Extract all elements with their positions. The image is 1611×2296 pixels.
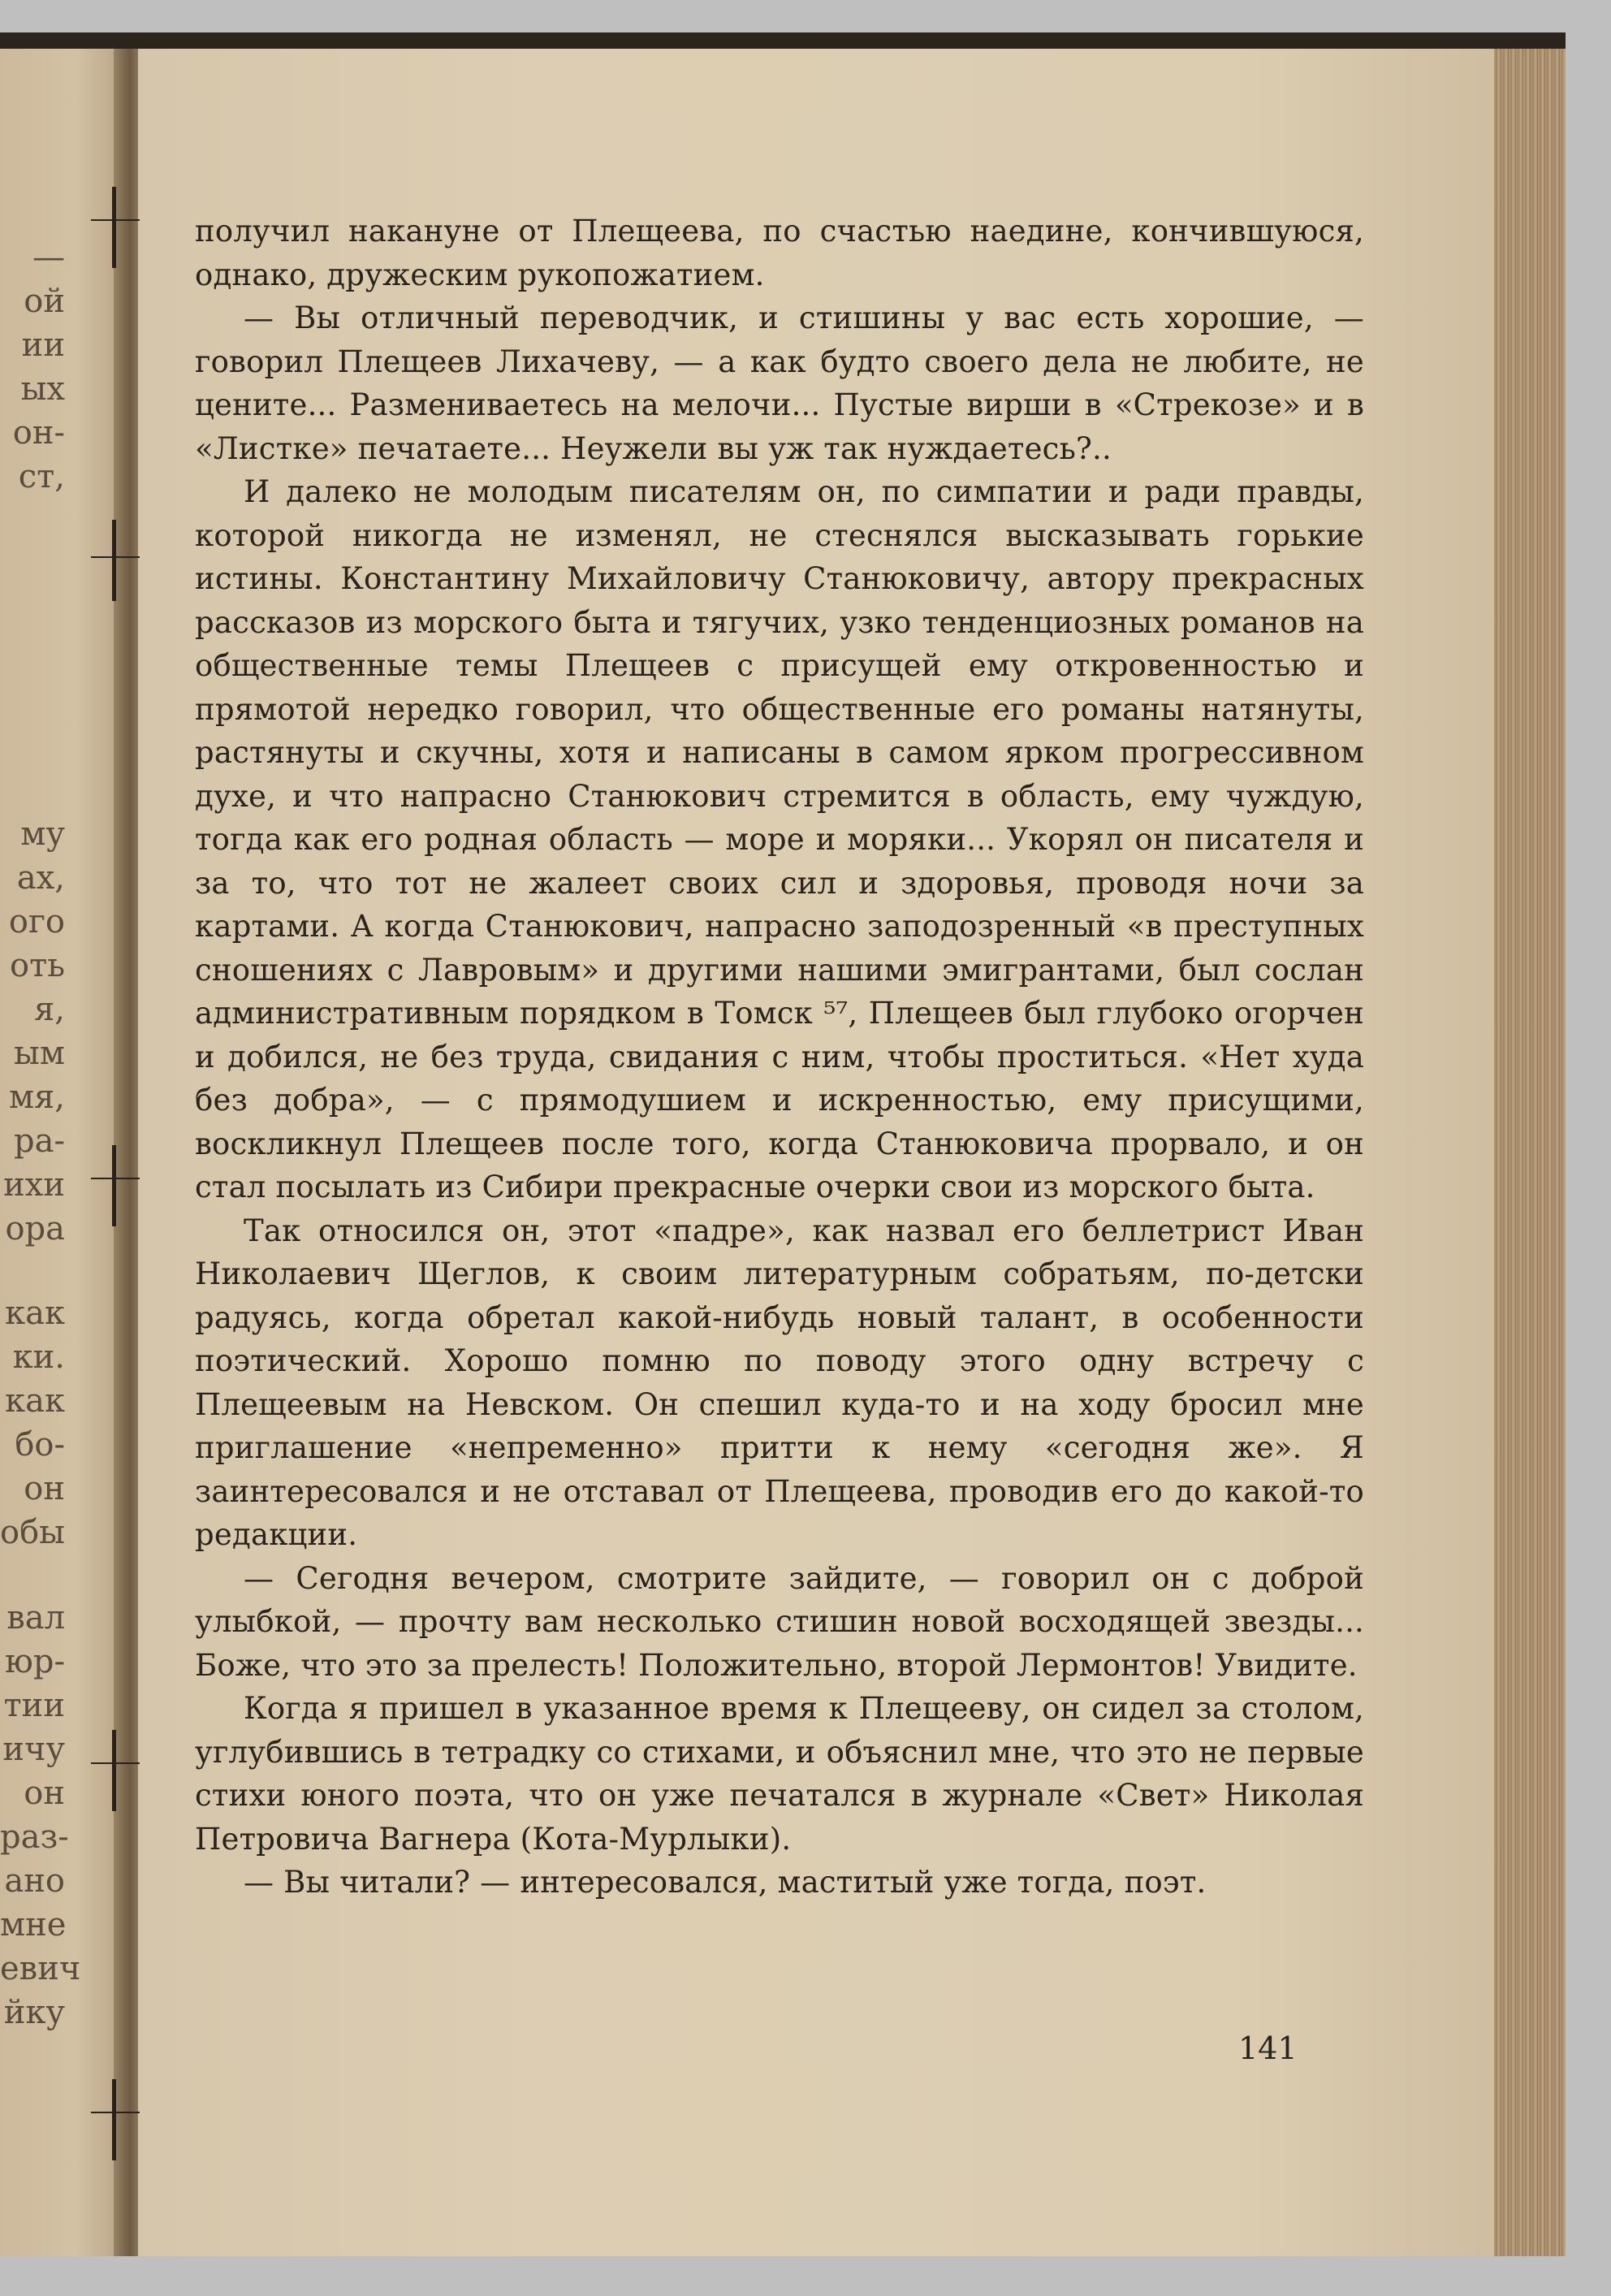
paragraph: — Сегодня вечером, смотрите зайдите, — говорил он с доброй улыбкой, — прочту вам несколько стишин новой восходящей звезды... Боже, что это за прелесть! Положительно, второй Лермонтов! Увидите. xyxy=(195,1560,1364,1683)
left-fragment: юр- xyxy=(5,1643,65,1680)
left-fragment: я, xyxy=(34,991,65,1028)
left-fragment: ых xyxy=(20,370,65,408)
paragraph: И далеко не молодым писателям он, по симпатии и ради правды, которой никогда не изменял, не стеснялся высказывать горькие истины. Константину Михайловичу Станюковичу, автору прекрасных рассказов из морского быта и тягучих, узко тенденциозных романов на общественные темы Плещеев с присущей ему откровенностью и прямотой нередко говорил, что общественные его романы натянуты, растянуты и скучны, хотя и написаны в самом ярком прогрессивном духе, и что напрасно Станюкович стремится в область, ему чуждую, тогда как его родная область — море и моряки... Укорял он писателя и за то, что тот не жалеет своих сил и здоровья, проводя ночи за картами. А когда Станюкович, напрасно заподозренный «в преступных сношениях с Лавровым» и другими нашими эмигрантами, был сослан административным порядком в Томск ⁵⁷, Плещеев был глубоко огорчен и добился, не без труда, свидания с ним, чтобы проститься. «Нет худа без добра», — с прямодушием и искренностью, ему присущими, воскликнул Плещеев после того, когда Станюковича прорвало, и он стал посылать из Сибири прекрасные очерки свои из морского быта. xyxy=(195,474,1364,1204)
left-fragment: он xyxy=(24,1470,65,1507)
left-fragment: евич xyxy=(0,1950,81,1987)
left-fragment: ах, xyxy=(16,859,65,897)
left-fragment: ст, xyxy=(18,458,65,495)
left-fragment: ичу xyxy=(2,1731,65,1768)
left-page-edge xyxy=(0,49,126,2256)
left-fragment: ии xyxy=(21,326,65,364)
paragraph: Так относился он, этот «падре», как назвал его беллетрист Иван Николаевич Щеглов, к своим литературным собратьям, по-детски радуясь, когда обретал какой-нибудь новый талант, в особенности поэтический. Хорошо помню по поводу этого одну встречу с Плещеевым на Невском. Он спешил куда-то и на ходу бросил мне приглашение «непременно» притти к нему «сегодня же». Я заинтересовался и не отставал от Плещеева, проводив его до какой-то редакции. xyxy=(195,1213,1364,1552)
left-fragment: му xyxy=(20,815,65,853)
left-fragment: ихи xyxy=(3,1166,65,1204)
left-fragment: он xyxy=(24,1775,65,1812)
left-fragment: бо- xyxy=(15,1426,65,1464)
left-fragment: тии xyxy=(3,1687,65,1724)
left-fragment: ра- xyxy=(14,1122,65,1160)
paragraph: — Вы читали? — интересовался, маститый уже тогда, поэт. xyxy=(244,1865,1207,1900)
left-fragment: ки. xyxy=(12,1338,65,1376)
left-fragment: — xyxy=(32,239,65,276)
page-edges xyxy=(1494,49,1566,2256)
left-fragment: йку xyxy=(3,1994,65,2031)
left-fragment: обы xyxy=(0,1514,65,1551)
left-fragment: ано xyxy=(4,1862,65,1900)
paragraph: получил накануне от Плещеева, по счастью наедине, кончившуюся, однако, дружеским рукопожатием. xyxy=(195,214,1364,292)
thread-mark xyxy=(112,187,116,268)
left-fragment: оть xyxy=(10,947,65,984)
thread-mark xyxy=(112,1730,116,1811)
left-fragment: мне xyxy=(0,1906,67,1944)
left-fragment: как xyxy=(5,1295,65,1332)
paragraph: — Вы отличный переводчик, и стишины у вас есть хорошие, — говорил Плещеев Лихачеву, — а как будто своего дела не любите, не цените... Размениваетесь на мелочи... Пустые вирши в «Стрекозе» и в «Листке» печатаете... Неужели вы уж так нуждаетесь?.. xyxy=(195,301,1364,466)
left-fragment: ым xyxy=(14,1035,65,1072)
left-fragment: мя, xyxy=(8,1079,65,1116)
left-fragment: вал xyxy=(6,1599,65,1637)
left-fragment: ора xyxy=(5,1210,65,1247)
thread-mark xyxy=(112,2079,116,2160)
thread-mark xyxy=(112,1145,116,1226)
page-number: 141 xyxy=(1238,2030,1298,2066)
body-text xyxy=(195,210,1364,1905)
left-fragment: он- xyxy=(12,414,65,452)
left-fragment: ого xyxy=(8,903,65,940)
thread-mark xyxy=(112,520,116,601)
paragraph: Когда я пришел в указанное время к Плещееву, он сидел за столом, углубившись в тетрадку со стихами, и объяснил мне, что это не первые стихи юного поэта, что он уже печатался в журнале «Свет» Николая Петровича Вагнера (Кота-Мурлыки). xyxy=(195,1691,1364,1857)
left-fragment: раз- xyxy=(0,1818,69,1856)
left-fragment: как xyxy=(5,1382,65,1420)
left-fragment: ой xyxy=(24,283,65,320)
